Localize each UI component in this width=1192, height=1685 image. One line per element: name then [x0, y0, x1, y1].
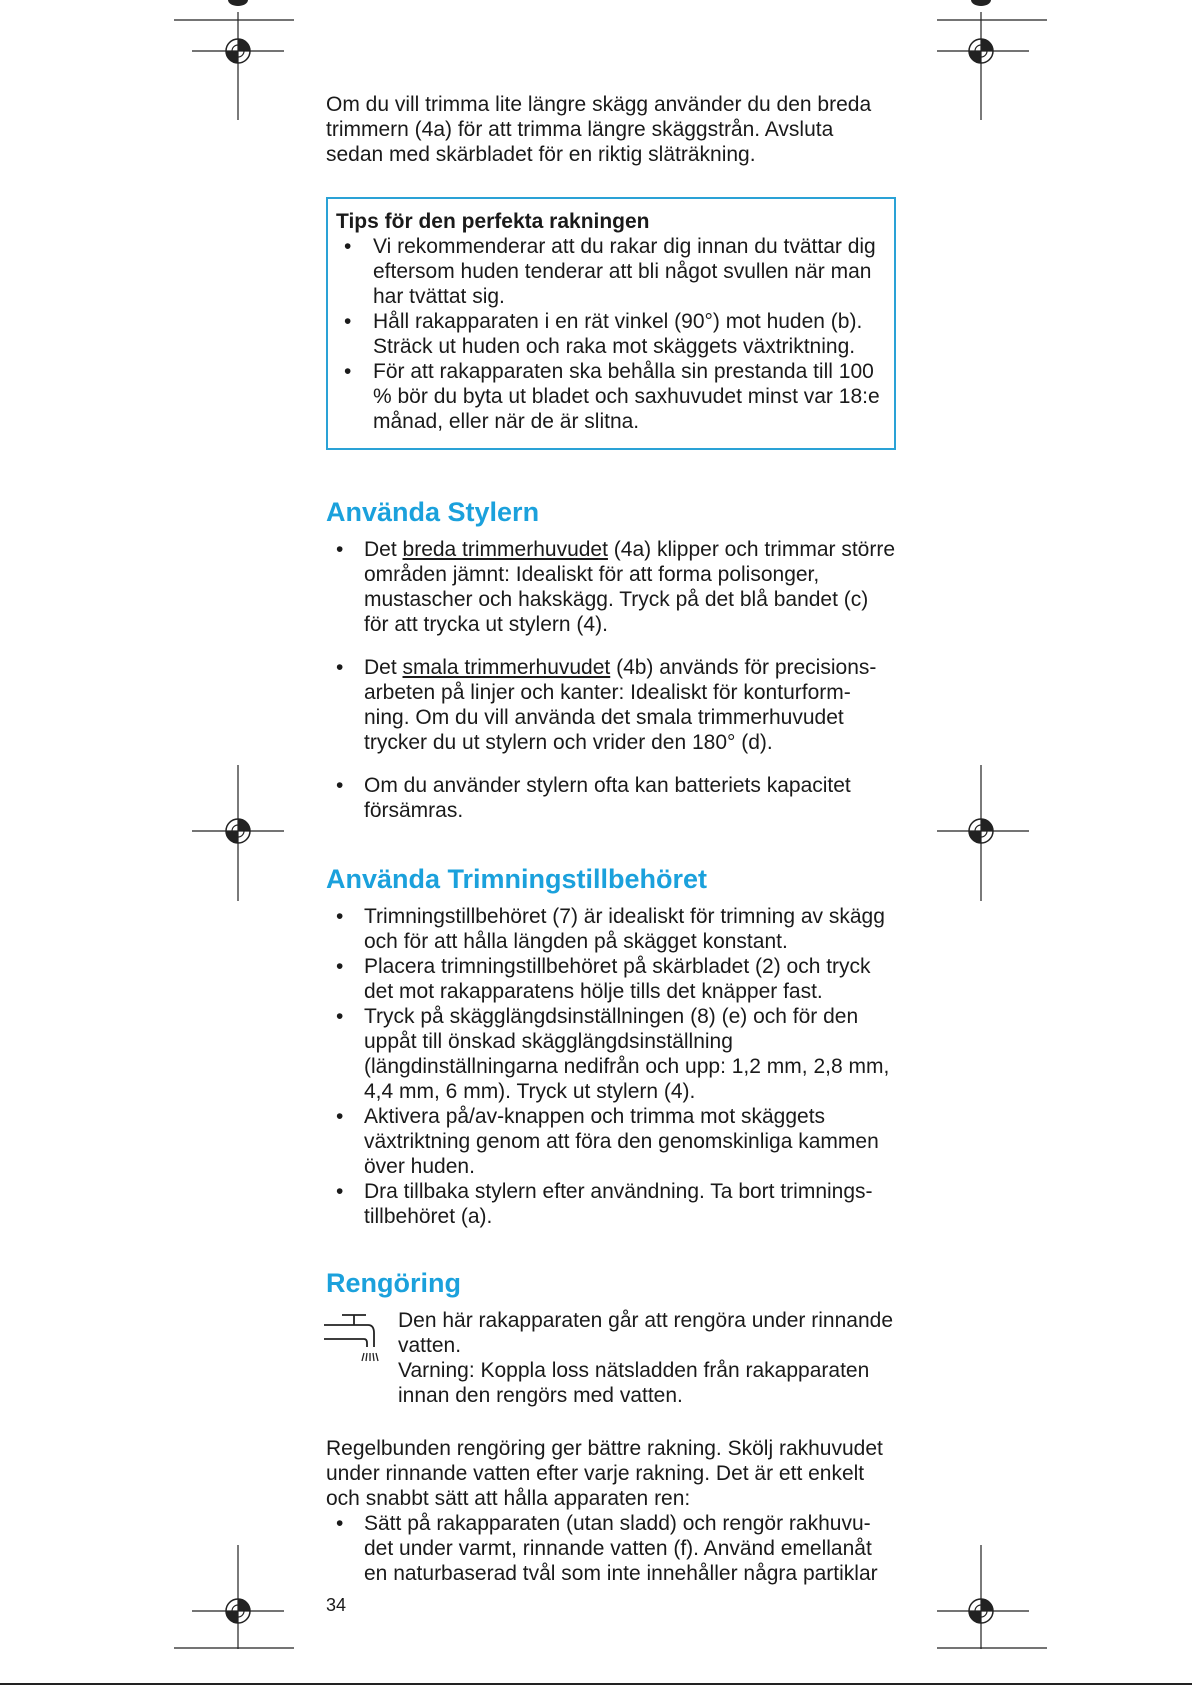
styler-section	[326, 496, 896, 823]
list-item-text: Det	[364, 656, 403, 679]
list-item: • Om du använder stylern ofta kan batteriets kapacitet försämras.	[326, 773, 896, 823]
page-content	[326, 92, 896, 1586]
registration-mark-icon	[192, 765, 292, 905]
trimming-list	[326, 904, 896, 1229]
list-item-text: Det	[364, 538, 403, 561]
warning-text: Varning: Koppla loss nätsladden från rakapparaten innan den rengörs med vatten.	[398, 1359, 870, 1407]
list-item: • Placera trimningstillbehöret på skärbladet (2) och tryck det mot rakapparatens hölje tills det knäpper fast.	[326, 954, 896, 1004]
faucet-icon	[324, 1313, 380, 1363]
section-heading: Använda Stylern	[326, 497, 540, 527]
cleaning-list	[326, 1511, 896, 1586]
cleaning-paragraph: Regelbunden rengöring ger bättre rakning. Skölj rakhuvudet under rinnande vatten efter varje rakning. Det är ett enkelt och snabbt sätt att hålla apparaten ren:	[326, 1437, 883, 1510]
list-item: • Sätt på rakapparaten (utan sladd) och rengör rakhuvu-det under varmt, rinnande vatten (f). Använd emellanåt en naturbaserad tvål som inte innehåller några partiklar	[326, 1511, 896, 1586]
list-item: • För att rakapparaten ska behålla sin prestanda till 100 % bör du byta ut bladet och saxhuvudet minst var 18:e månad, eller när de är slitna.	[336, 359, 882, 434]
tips-list	[336, 234, 882, 434]
underlined-term: smala trimmerhuvudet	[402, 656, 611, 679]
page-number: 34	[326, 1595, 347, 1615]
list-item: • Håll rakapparaten i en rät vinkel (90°) mot huden (b). Sträck ut huden och raka mot skäggets växtriktning.	[336, 309, 882, 359]
tips-box	[326, 197, 896, 450]
section-heading: Använda Trimningstillbehöret	[326, 864, 708, 894]
list-item: • Tryck på skägglängdsinställningen (8) (e) och för den uppåt till önskad skägglängdsinställning (längdinställningarna nedifrån och upp: 1,2 mm, 2,8 mm, 4,4 mm, 6 mm). Tryck ut stylern (4).	[326, 1004, 896, 1104]
list-item	[326, 655, 896, 755]
registration-mark-icon	[937, 12, 1037, 122]
registration-mark-icon	[174, 0, 294, 22]
underlined-term: breda trimmerhuvudet	[402, 538, 608, 561]
list-item-text: (4a) klipper och trimmar större områden jämnt: Idealiskt för att forma polisonger, mustascher och hakskägg. Tryck på det blå bandet (c) för att trycka ut stylern (4).	[364, 538, 896, 636]
tips-title: Tips för den perfekta rakningen	[336, 210, 650, 233]
list-item: • Trimningstillbehöret (7) är idealiskt för trimning av skägg och för att hålla längden på skägget konstant.	[326, 904, 896, 954]
cleaning-section	[326, 1267, 896, 1586]
list-item-text: (4b) används för precisions-arbeten på linjer och kanter: Idealiskt för konturform-ning. Om du vill använda det smala trimmerhuvudet trycker du ut stylern och vrider den 180° (d).	[364, 656, 877, 754]
list-item	[326, 537, 896, 637]
styler-list	[326, 537, 896, 823]
rinse-text: Den här rakapparaten går att rengöra under rinnande vatten.	[398, 1309, 893, 1357]
list-item: • Vi rekommenderar att du rakar dig innan du tvättar dig eftersom huden tenderar att bli något svullen när man har tvättat sig.	[336, 234, 882, 309]
rinse-note	[326, 1308, 896, 1408]
list-item: • Dra tillbaka stylern efter användning. Ta bort trimnings-tillbehöret (a).	[326, 1179, 896, 1229]
intro-paragraph: Om du vill trimma lite längre skägg använder du den breda trimmern (4a) för att trimma längre skäggstrån. Avsluta sedan med skärbladet för en riktig släträkning.	[326, 93, 872, 166]
registration-mark-icon	[937, 765, 1037, 905]
list-item: • Aktivera på/av-knappen och trimma mot skäggets växtriktning genom att föra den genomskinliga kammen över huden.	[326, 1104, 896, 1179]
registration-mark-icon	[174, 1545, 294, 1650]
registration-mark-icon	[937, 0, 1047, 22]
registration-mark-icon	[192, 12, 292, 122]
registration-mark-icon	[937, 1545, 1057, 1650]
section-heading: Rengöring	[326, 1268, 461, 1298]
trimming-section	[326, 863, 896, 1229]
